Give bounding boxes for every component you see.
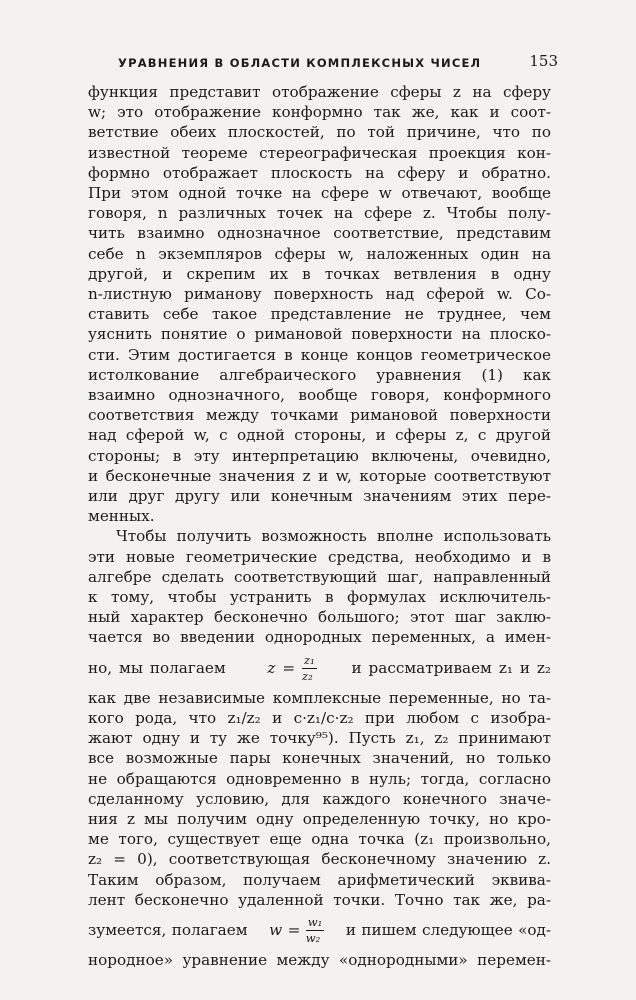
text-line: Чтобы получить возможность вполне использовать bbox=[116, 527, 551, 546]
paragraph-block-2 bbox=[88, 688, 551, 910]
text-line: сти. Этим достигается в конце концов геометрическое bbox=[88, 345, 551, 364]
paragraph-block-1 bbox=[88, 82, 551, 648]
text-line: ветствие обеих плоскостей, по той причине, что по bbox=[88, 123, 551, 142]
text-line: соответствия между точками римановой поверхности bbox=[88, 406, 551, 425]
text-line: все возможные пары конечных значений, но только bbox=[88, 749, 551, 768]
text-line: себе n экземпляров сферы w, наложенных один на bbox=[88, 244, 551, 263]
text-line: к тому, чтобы устранить в формулах исключитель- bbox=[88, 588, 551, 607]
text-line: взаимно однозначного, вообще говоря, конформного bbox=[88, 386, 551, 405]
text-line: ставить себе такое представление не труднее, чем bbox=[88, 305, 551, 324]
text-line: или друг другу или конечным значениям этих пере- bbox=[88, 487, 551, 506]
formula-1-before: но, мы полагаем bbox=[88, 658, 226, 677]
formula-line-2 bbox=[88, 910, 551, 950]
text-line: алгебре сделать соответствующий шаг, направленный bbox=[88, 567, 551, 586]
text-line: ния z мы получим одну определенную точку, но кро- bbox=[88, 809, 551, 828]
running-header bbox=[88, 52, 558, 76]
text-line: чить взаимно однозначное соответствие, представим bbox=[88, 224, 551, 243]
page-number: 153 bbox=[529, 52, 558, 70]
text-line: ме того, существует еще одна точка (z₁ произвольно, bbox=[88, 830, 551, 849]
text-line: лент бесконечно удаленной точки. Точно так же, ра- bbox=[88, 890, 551, 909]
text-line: сделанному условию, для каждого конечного значе- bbox=[88, 789, 551, 808]
formula-1-after: и рассматриваем z₁ и z₂ bbox=[351, 658, 552, 677]
text-line: функция представит отображение сферы z на сферу bbox=[88, 83, 551, 101]
fraction-denominator: z₂ bbox=[302, 669, 313, 684]
text-line: эти новые геометрические средства, необходимо и в bbox=[88, 547, 551, 566]
text-line: нородное» уравнение между «однородными» перемен- bbox=[88, 950, 551, 969]
text-line: чается во введении однородных переменных, а имен- bbox=[88, 628, 551, 647]
paragraph-block-3 bbox=[88, 950, 551, 970]
text-line: менных. bbox=[88, 507, 155, 526]
text-line: w; это отображение конформно так же, как и соот- bbox=[88, 103, 551, 122]
body-text bbox=[88, 82, 551, 970]
text-line: При этом одной точке на сфере w отвечают, вообще bbox=[88, 184, 551, 203]
text-line: n-листную риманову поверхность над сферой w. Со- bbox=[88, 285, 551, 304]
formula-2-before: зумеется, полагаем bbox=[88, 920, 248, 939]
text-line: формно отображает плоскость на сферу и обратно. bbox=[88, 163, 551, 182]
formula-2-after: и пишем следующее «од- bbox=[345, 920, 552, 939]
text-line: и бесконечные значения z и w, которые соответствуют bbox=[88, 466, 551, 485]
fraction-numerator: z₁ bbox=[302, 655, 317, 670]
text-line: z₂ = 0), соответствующая бесконечному значению z. bbox=[88, 850, 551, 869]
formula-1-lhs: z = bbox=[267, 658, 296, 677]
text-line: другой, и скрепим их в точках ветвления в одну bbox=[88, 264, 551, 283]
text-line: говоря, n различных точек на сфере z. Чтобы полу- bbox=[88, 204, 551, 223]
fraction-z1-z2 bbox=[302, 652, 317, 684]
text-line: над сферой w, с одной стороны, и сферы z, с другой bbox=[88, 426, 551, 445]
text-line: Таким образом, получаем арифметический эквива- bbox=[88, 870, 551, 889]
text-line: ный характер бесконечно большого; этот шаг заклю- bbox=[88, 608, 551, 627]
formula-line-1 bbox=[88, 648, 551, 688]
formula-2-lhs: w = bbox=[269, 920, 301, 939]
running-title: УРАВНЕНИЯ В ОБЛАСТИ КОМПЛЕКСНЫХ ЧИСЕЛ bbox=[118, 56, 482, 70]
fraction-denominator: w₂ bbox=[305, 931, 321, 946]
fraction-numerator: w₁ bbox=[306, 917, 324, 932]
text-line: жают одну и ту же точку⁹⁵). Пусть z₁, z₂ принимают bbox=[88, 729, 551, 748]
text-line: истолкование алгебраического уравнения (1) как bbox=[88, 365, 551, 384]
text-line: уяснить понятие о римановой поверхности на плоско- bbox=[88, 325, 551, 344]
text-line: известной теореме стереографическая проекция кон- bbox=[88, 143, 551, 162]
fraction-w1-w2 bbox=[305, 914, 324, 946]
text-line: как две независимые комплексные переменные, но та- bbox=[88, 688, 551, 707]
text-line: кого рода, что z₁/z₂ и c·z₁/c·z₂ при любом c изобра- bbox=[88, 708, 551, 727]
text-line: стороны; в эту интерпретацию включены, очевидно, bbox=[88, 446, 551, 465]
text-line: не обращаются одновременно в нуль; тогда, согласно bbox=[88, 769, 551, 788]
